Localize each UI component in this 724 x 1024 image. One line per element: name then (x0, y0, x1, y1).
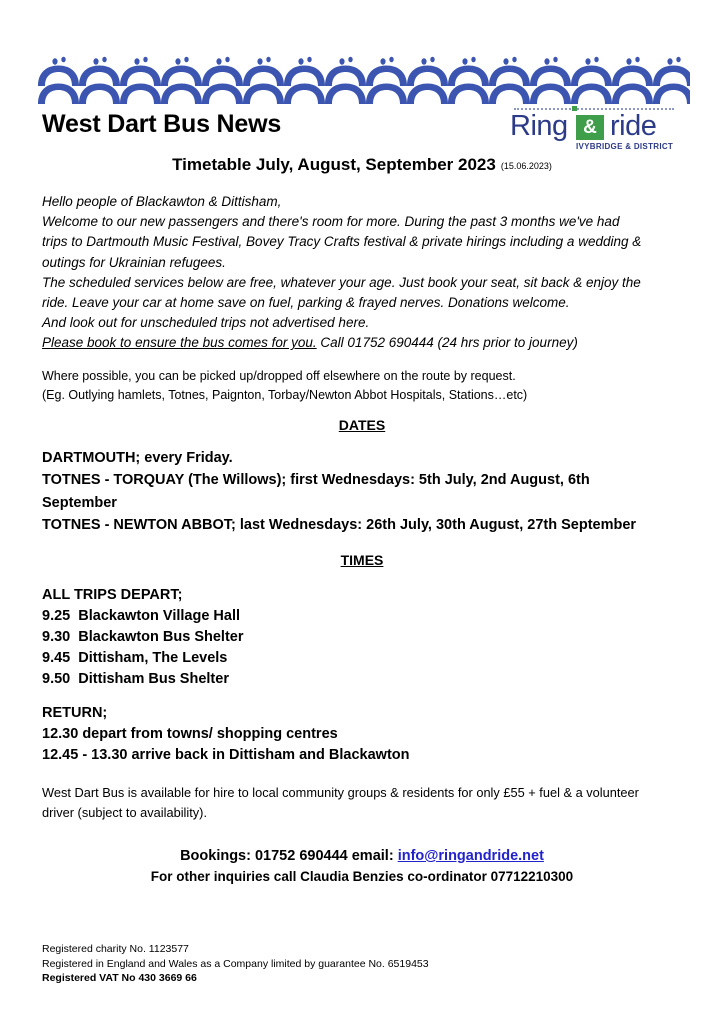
timetable-revision-date: (15.06.2023) (500, 161, 552, 171)
footer-vat-number: Registered VAT No 430 3669 66 (42, 972, 197, 984)
return-row: 12.30 depart from towns/ shopping centres (42, 726, 338, 742)
stop-time: 9.50 (42, 671, 71, 687)
stop-time: 9.25 (42, 608, 71, 624)
booking-notice-underlined: Please book to ensure the bus comes for you. (42, 335, 317, 351)
stop-place: Blackawton Village Hall (78, 608, 241, 624)
stop-time: 9.45 (42, 650, 71, 666)
stop-time: 9.30 (42, 629, 71, 645)
ring-and-ride-logo (506, 106, 682, 156)
stop-place: Dittisham, The Levels (78, 650, 228, 666)
dates-entry: TOTNES - NEWTON ABBOT; last Wednesdays: 26th July, 30th August, 27th September (42, 516, 637, 533)
logo-ampersand-badge: & (576, 115, 604, 140)
timetable-title: Timetable July, August, September 2023 (172, 155, 496, 174)
return-times-list (42, 703, 662, 766)
logo-word-ride: ride (610, 110, 657, 142)
intro-line-2: Welcome to our new passengers and there's room for more. During the past 3 months we've had trips to Dartmouth Music Festival, Bovey Tracy Crafts festival & private hirings including a wedding & outings for Ukrainian refugees. (42, 214, 642, 270)
logo-green-dot (572, 106, 577, 111)
dates-entry: TOTNES - TORQUAY (The Willows); first Wednesdays: 5th July, 2nd August, 6th September (42, 472, 590, 511)
intro-text (42, 192, 642, 354)
dates-list (42, 447, 662, 536)
section-heading-times (0, 552, 724, 568)
hire-availability-note: West Dart Bus is available for hire to local community groups & residents for only £55 + fuel & a volunteer driver (subject to availability). (42, 785, 639, 820)
dates-entry: DARTMOUTH; every Friday. (42, 450, 233, 466)
return-row: 12.45 - 13.30 arrive back in Dittisham and Blackawton (42, 747, 410, 763)
bookings-phone-text: Bookings: 01752 690444 email: (180, 848, 398, 864)
intro-line-4: And look out for unscheduled trips not advertised here. (42, 315, 370, 331)
pickup-note (42, 367, 662, 405)
masthead (42, 108, 682, 156)
bookings-line (0, 846, 724, 867)
intro-line-1: Hello people of Blackawton & Dittisham, (42, 194, 282, 209)
wave-border-decoration (38, 56, 690, 110)
page-title: West Dart Bus News (42, 110, 282, 138)
intro-booking-notice (42, 333, 642, 353)
pickup-note-line-2: (Eg. Outlying hamlets, Totnes, Paignton, Torbay/Newton Abbot Hospitals, Stations…etc) (42, 388, 528, 402)
footer-charity-number: Registered charity No. 1123577 (42, 943, 189, 955)
email-link[interactable]: info@ringandride.net (397, 848, 544, 864)
stop-place: Dittisham Bus Shelter (78, 671, 229, 687)
return-label: RETURN; (42, 705, 108, 721)
stop-place: Blackawton Bus Shelter (78, 629, 244, 645)
stop-row (42, 648, 662, 669)
booking-notice-phone: Call 01752 690444 (24 hrs prior to journey) (316, 335, 578, 351)
legal-footer (42, 942, 662, 986)
departure-times-list (42, 585, 662, 690)
stop-row (42, 606, 662, 627)
times-heading-label: TIMES (340, 552, 384, 568)
stop-row (42, 669, 662, 690)
inquiries-line: For other inquiries call Claudia Benzies co-ordinator 07712210300 (150, 869, 574, 884)
timetable-heading (0, 155, 724, 175)
intro-line-3: The scheduled services below are free, whatever your age. Just book your seat, sit back & enjoy the ride. Leave your car at home save on fuel, parking & frayed nerves. Donations welcome. (42, 274, 641, 311)
dates-heading-label: DATES (338, 417, 386, 433)
depart-label: ALL TRIPS DEPART; (42, 587, 183, 603)
pickup-note-line-1: Where possible, you can be picked up/dropped off elsewhere on the route by request. (42, 369, 516, 383)
footer-company-number: Registered in England and Wales as a Company limited by guarantee No. 6519453 (42, 957, 429, 970)
logo-word-ring: Ring (510, 110, 568, 142)
logo-subtitle: IVYBRIDGE & DISTRICT (576, 142, 674, 151)
stop-row (42, 627, 662, 648)
section-heading-dates (0, 417, 724, 433)
